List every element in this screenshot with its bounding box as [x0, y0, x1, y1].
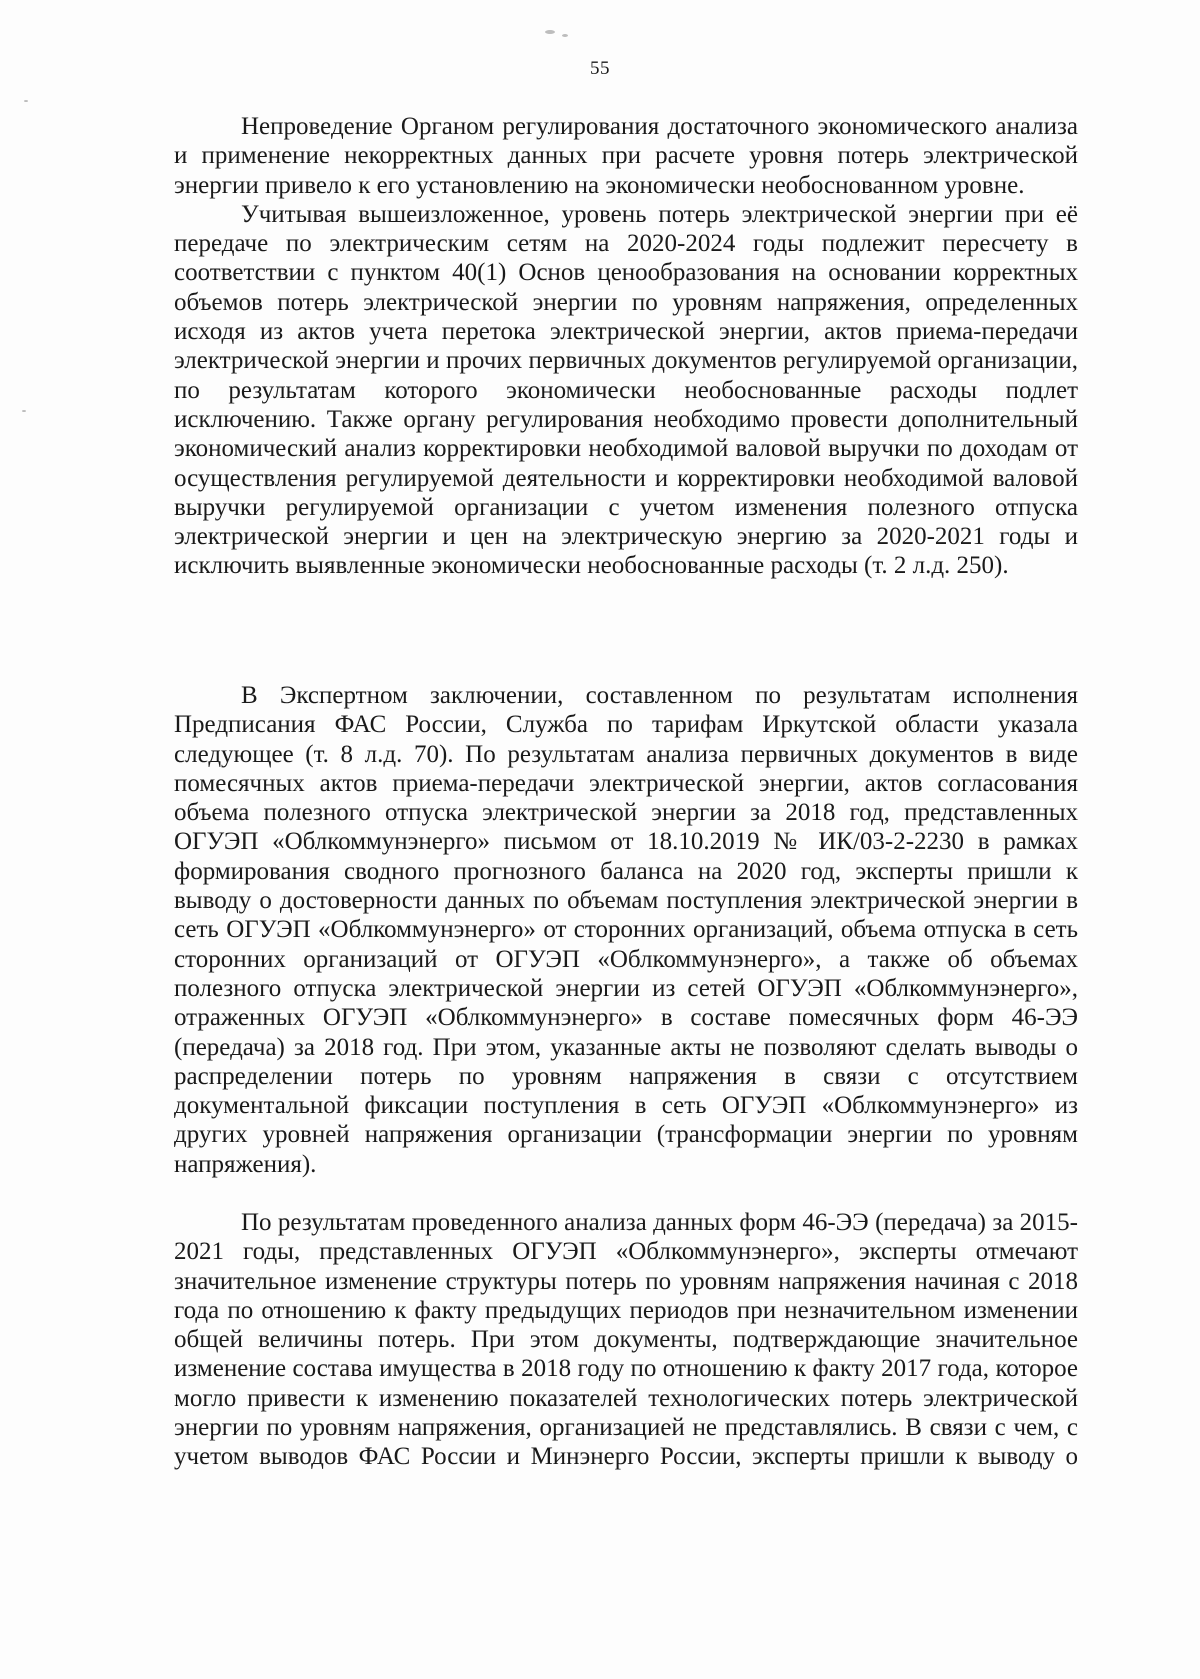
paragraph-3: В Экспертном заключении, составленном по результатам исполнения Предписания ФАС России, Служба по тарифам Иркутской области указала следующее (т. 8 л.д. 70). По результатам анализа первичных документов в виде помесячных актов приема-передачи электрической энергии, актов согласования объема полезного отпуска электрической энергии за 2018 год, представленных ОГУЭП «Облкоммунэнерго» письмом от 18.10.2019 № ИК/03-2-2230 в рамках формирования сводного прогнозного баланса на 2020 год, эксперты пришли к выводу о достоверности данных по объемам поступления электрической энергии в сеть ОГУЭП «Облкоммунэнерго» от сторонних организаций, объема отпуска в сеть сторонних организаций от ОГУЭП «Облкоммунэнерго», а также об объемах полезного отпуска электрической энергии из сетей ОГУЭП «Облкоммунэнерго», отраженных ОГУЭП «Облкоммунэнерго» в составе помесячных форм 46-ЭЭ (передача) за 2018 год. При этом, указанные акты не позволяют сделать выводы о распределении потерь по уровням напряжения в связи с отсутствием документальной фиксации поступления в сеть ОГУЭП «Облкоммунэнерго» из других уровней напряжения организации (трансформации энергии по уровням напряжения).	[174, 682, 1078, 1178]
text-block-middle	[174, 681, 1078, 1179]
paragraph-2: Учитывая вышеизложенное, уровень потерь электрической энергии при её передаче по электрическим сетям на 2020-2024 годы подлежит пересчету в соответствии с пунктом 40(1) Основ ценообразования на основании корректных объемов потерь электрической энергии по уровням напряжения, определенных исходя из актов учета перетока электрической энергии, актов приема-передачи электрической энергии и прочих первичных документов регулируемой организации, по результатам которого экономически необоснованные расходы подлет исключению. Также органу регулирования необходимо провести дополнительный экономический анализ корректировки необходимой валовой выручки по доходам от осуществления регулируемой деятельности и корректировки необходимой валовой выручки регулируемой организации с учетом изменения полезного отпуска электрической энергии и цен на электрическую энергию за 2020-2021 годы и исключить выявленные экономически необоснованные расходы (т. 2 л.д. 250).	[174, 200, 1078, 580]
paragraph-4: По результатам проведенного анализа данных форм 46-ЭЭ (передача) за 2015-2021 годы, представленных ОГУЭП «Облкоммунэнерго», эксперты отмечают значительное изменение структуры потерь по уровням напряжения начиная с 2018 года по отношению к факту предыдущих периодов при незначительном изменении общей величины потерь. При этом документы, подтверждающие значительное изменение состава имущества в 2018 году по отношению к факту 2017 года, которое могло привести к изменению показателей технологических потерь электрической энергии по уровням напряжения, организацией не представлялись. В связи с чем, с учетом выводов ФАС России и Минэнерго России, эксперты пришли к выводу о	[174, 1209, 1078, 1471]
page-number: 55	[590, 58, 610, 79]
scan-artifact	[545, 30, 555, 34]
scan-artifact	[24, 100, 28, 102]
scan-artifact	[22, 410, 26, 412]
scan-artifact	[562, 34, 568, 37]
paragraph-1: Непроведение Органом регулирования достаточного экономического анализа и применение некорректных данных при расчете уровня потерь электрической энергии привело к его установлению на экономически необоснованном уровне.	[174, 113, 1078, 199]
text-block-bottom	[174, 1208, 1078, 1472]
text-block-top	[174, 112, 1078, 581]
